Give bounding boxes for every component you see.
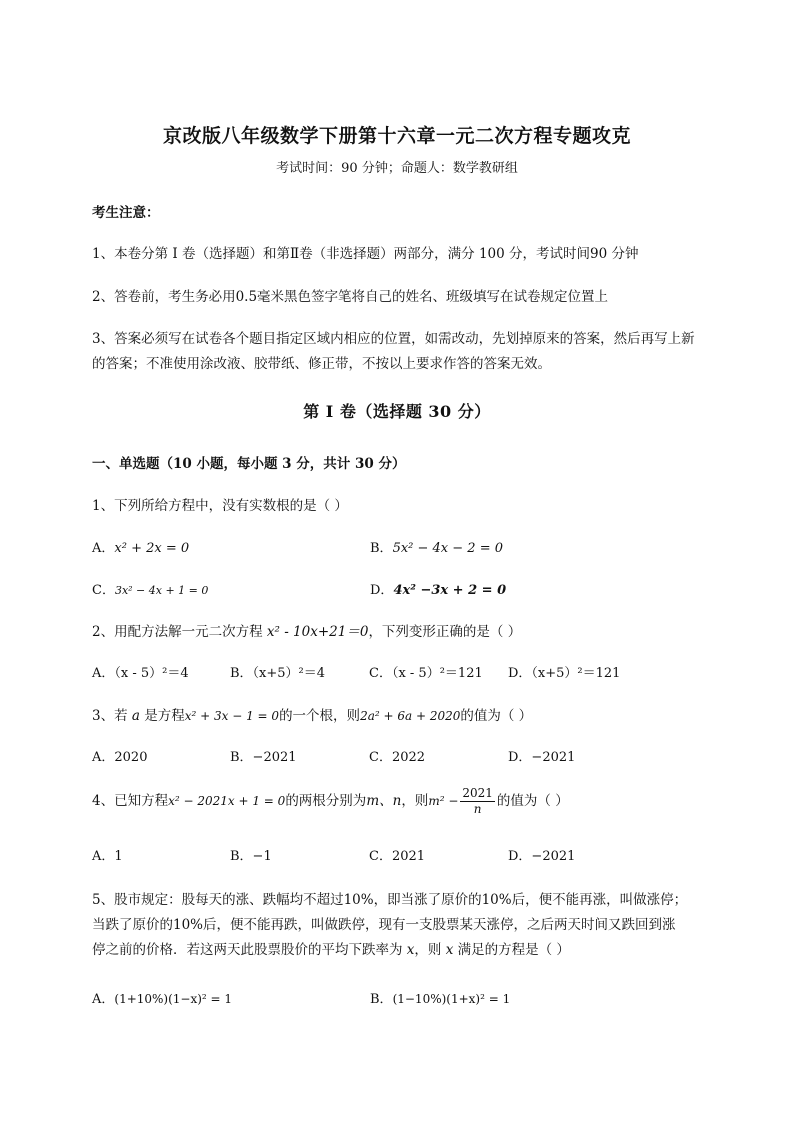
stem-prefix: 停之前的价格．若这两天此股票股价的平均下跌率为	[92, 942, 407, 958]
stem-variable: a	[131, 708, 140, 724]
stem-prefix: 2、用配方法解一元二次方程	[92, 624, 267, 640]
question-3-option-b: B．−2021	[230, 750, 297, 765]
stem-suffix: 的值为（ ）	[496, 793, 569, 809]
stem-mid: 的两根分别为	[285, 793, 367, 809]
stem-expression: 2a² + 6a + 2020	[360, 709, 461, 723]
option-label: B．	[370, 541, 393, 556]
question-1-option-c	[92, 579, 208, 598]
notice-item-3-line-1: 3、答案必须写在试卷各个题目指定区域内相应的位置，如需改动，先划掉原来的答案，然后再写上新	[92, 331, 695, 347]
question-3-option-c: C．2022	[369, 750, 426, 765]
option-label: B．	[370, 992, 393, 1007]
question-5-line-1: 5、股市规定：股每天的涨、跌幅均不超过10%，即当涨了原价的10%后，便不能再涨，叫做涨停；	[92, 892, 688, 908]
question-4-option-d: D．−2021	[508, 849, 576, 864]
stem-mid: 是方程	[139, 708, 185, 724]
stem-variable: x	[406, 942, 415, 958]
stem-prefix: 4、已知方程	[92, 793, 169, 809]
question-2-option-c: C．（x - 5）²＝121	[369, 666, 483, 681]
question-1-option-a	[92, 537, 189, 556]
question-3-option-a: A．2020	[92, 750, 148, 765]
question-5-line-3	[92, 938, 570, 958]
option-math: (1−10%)(1+x)² = 1	[392, 992, 511, 1006]
question-5-option-a	[92, 988, 232, 1007]
option-math: (1+10%)(1−x)² = 1	[114, 992, 233, 1006]
option-math: 3x² − 4x + 1 = 0	[114, 584, 209, 597]
stem-variables: m、n	[366, 793, 402, 809]
option-label: C．	[92, 583, 115, 598]
question-2-stem	[92, 620, 521, 640]
question-4-option-a: A．1	[92, 849, 123, 864]
option-label: D．	[370, 583, 394, 598]
fraction	[460, 786, 495, 817]
stem-suffix: ，下列变形正确的是（ ）	[368, 624, 522, 640]
question-2-option-b: B．（x+5）²＝4	[230, 666, 326, 681]
question-1-option-d	[370, 579, 506, 598]
part-heading: 一、单选题（10 小题，每小题 3 分，共计 30 分）	[92, 456, 406, 472]
page-subtitle: 考试时间：90 分钟；命题人：数学教研组	[276, 161, 518, 176]
question-3-stem	[92, 704, 532, 724]
section-title: 第 I 卷（选择题 30 分）	[303, 402, 491, 421]
stem-expression: m² −	[428, 794, 459, 808]
option-label: A．	[92, 541, 115, 556]
option-math: 5x² − 4x − 2 = 0	[392, 541, 503, 556]
question-5-option-b	[370, 988, 510, 1007]
notice-heading: 考生注意：	[92, 205, 160, 221]
question-2-option-d: D．（x+5）²＝121	[508, 666, 621, 681]
stem-mid: ，则	[414, 942, 446, 958]
question-5-line-2: 当跌了原价的10%后，便不能再跌，叫做跌停，现有一支股票某天涨停，之后两天时间又跌回到涨	[92, 917, 676, 933]
question-4-option-c: C．2021	[369, 849, 426, 864]
question-4-option-b: B．−1	[230, 849, 272, 864]
stem-suffix: 的值为（ ）	[460, 708, 533, 724]
question-2-option-a: A．（x - 5）²＝4	[92, 666, 189, 681]
stem-variable: x	[445, 942, 454, 958]
stem-equation: x² − 2021x + 1 = 0	[168, 794, 286, 808]
question-1-stem: 1、下列所给方程中，没有实数根的是（ ）	[92, 498, 348, 514]
stem-suffix: 满足的方程是（ ）	[453, 942, 570, 958]
stem-equation: x² + 3x − 1 = 0	[184, 709, 280, 723]
option-math: x² + 2x = 0	[114, 541, 190, 556]
notice-item-2: 2、答卷前，考生务必用0.5毫米黑色签字笔将自己的姓名、班级填写在试卷规定位置上	[92, 289, 609, 305]
notice-item-1: 1、本卷分第 I 卷（选择题）和第Ⅱ卷（非选择题）两部分，满分 100 分，考试时间90 分钟	[92, 246, 639, 262]
question-1-option-b	[370, 537, 503, 556]
stem-prefix: 3、若	[92, 708, 132, 724]
question-3-option-d: D．−2021	[508, 750, 576, 765]
stem-mid-2: ，则	[401, 793, 429, 809]
notice-item-3-line-2: 的答案；不准使用涂改液、胶带纸、修正带，不按以上要求作答的答案无效。	[92, 356, 551, 372]
question-4-stem	[92, 786, 569, 817]
stem-mid-2: 的一个根，则	[279, 708, 361, 724]
fraction-denominator: n	[473, 802, 482, 816]
page-title: 京改版八年级数学下册第十六章一元二次方程专题攻克	[162, 125, 631, 147]
option-label: A．	[92, 992, 115, 1007]
fraction-numerator: 2021	[462, 786, 493, 800]
stem-equation: x² - 10x+21＝0	[266, 624, 369, 640]
option-math: 4x² −3x + 2 = 0	[393, 583, 507, 598]
